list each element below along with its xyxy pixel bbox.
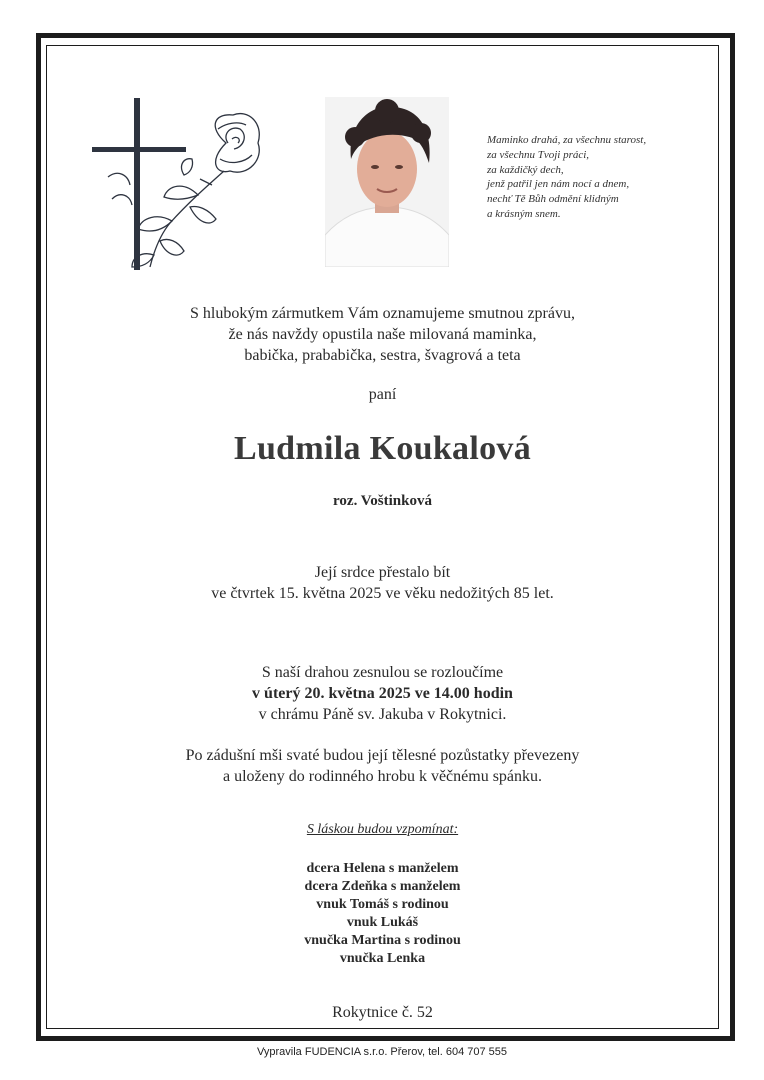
intro-line: S hlubokým zármutkem Vám oznamujeme smutnou zprávu, (190, 305, 575, 322)
farewell-ceremony (46, 662, 719, 725)
verse-line: a krásným snem. (487, 207, 561, 220)
list-item: dcera Helena s manželem (306, 861, 459, 876)
burial-notice (46, 745, 719, 787)
farewell-intro: S naší drahou zesnulou se rozloučíme (261, 664, 504, 681)
cross-rose-icon (88, 95, 268, 280)
death-notice (46, 562, 719, 604)
verse-line: Maminko drahá, za všechnu starost, (487, 134, 647, 146)
deceased-name: Ludmila Koukalová (233, 430, 532, 467)
burial-line: a uloženy do rodinného hrobu k věčnému spánku. (222, 768, 543, 785)
verse-line: nechť Tě Bůh odmění klidným (487, 193, 619, 206)
address: Rokytnice č. 52 (332, 1004, 433, 1021)
intro-line: že nás navždy opustila naše milovaná maminka, (228, 326, 537, 343)
portrait-photo (325, 97, 449, 267)
list-item: vnuk Lukáš (346, 915, 419, 930)
burial-line: Po zádušní mši svaté budou její tělesné pozůstatky převezeny (185, 747, 580, 764)
intro-line: babička, prababička, sestra, švagrová a teta (244, 347, 521, 364)
verse-line: za všechnu Tvoji práci, (487, 148, 590, 161)
mourners-list (46, 860, 719, 968)
verse-line: za každičký dech, (487, 163, 564, 176)
death-line: ve čtvrtek 15. května 2025 ve věku nedožitých 85 let. (211, 585, 554, 602)
title-word: paní (368, 386, 397, 403)
funeral-service-footer: Vypravila FUDENCIA s.r.o. Přerov, tel. 604 707 555 (256, 1046, 508, 1058)
death-line: Její srdce přestalo bít (314, 564, 451, 581)
list-item: vnučka Lenka (339, 951, 426, 966)
maiden-name: roz. Voštinková (333, 493, 432, 509)
farewell-date-time: v úterý 20. května 2025 ve 14.00 hodin (252, 685, 513, 702)
verse-poem (487, 133, 707, 222)
list-item: vnučka Martina s rodinou (304, 933, 461, 948)
list-item: vnuk Tomáš s rodinou (316, 897, 449, 912)
farewell-place: v chrámu Páně sv. Jakuba v Rokytnici. (258, 706, 507, 723)
list-item: dcera Zdeňka s manželem (304, 879, 461, 894)
verse-line: jenž patřil jen nám nocí a dnem, (487, 178, 630, 191)
announcement-intro (46, 303, 719, 366)
mourners-heading: S láskou budou vzpomínat: (306, 822, 459, 837)
